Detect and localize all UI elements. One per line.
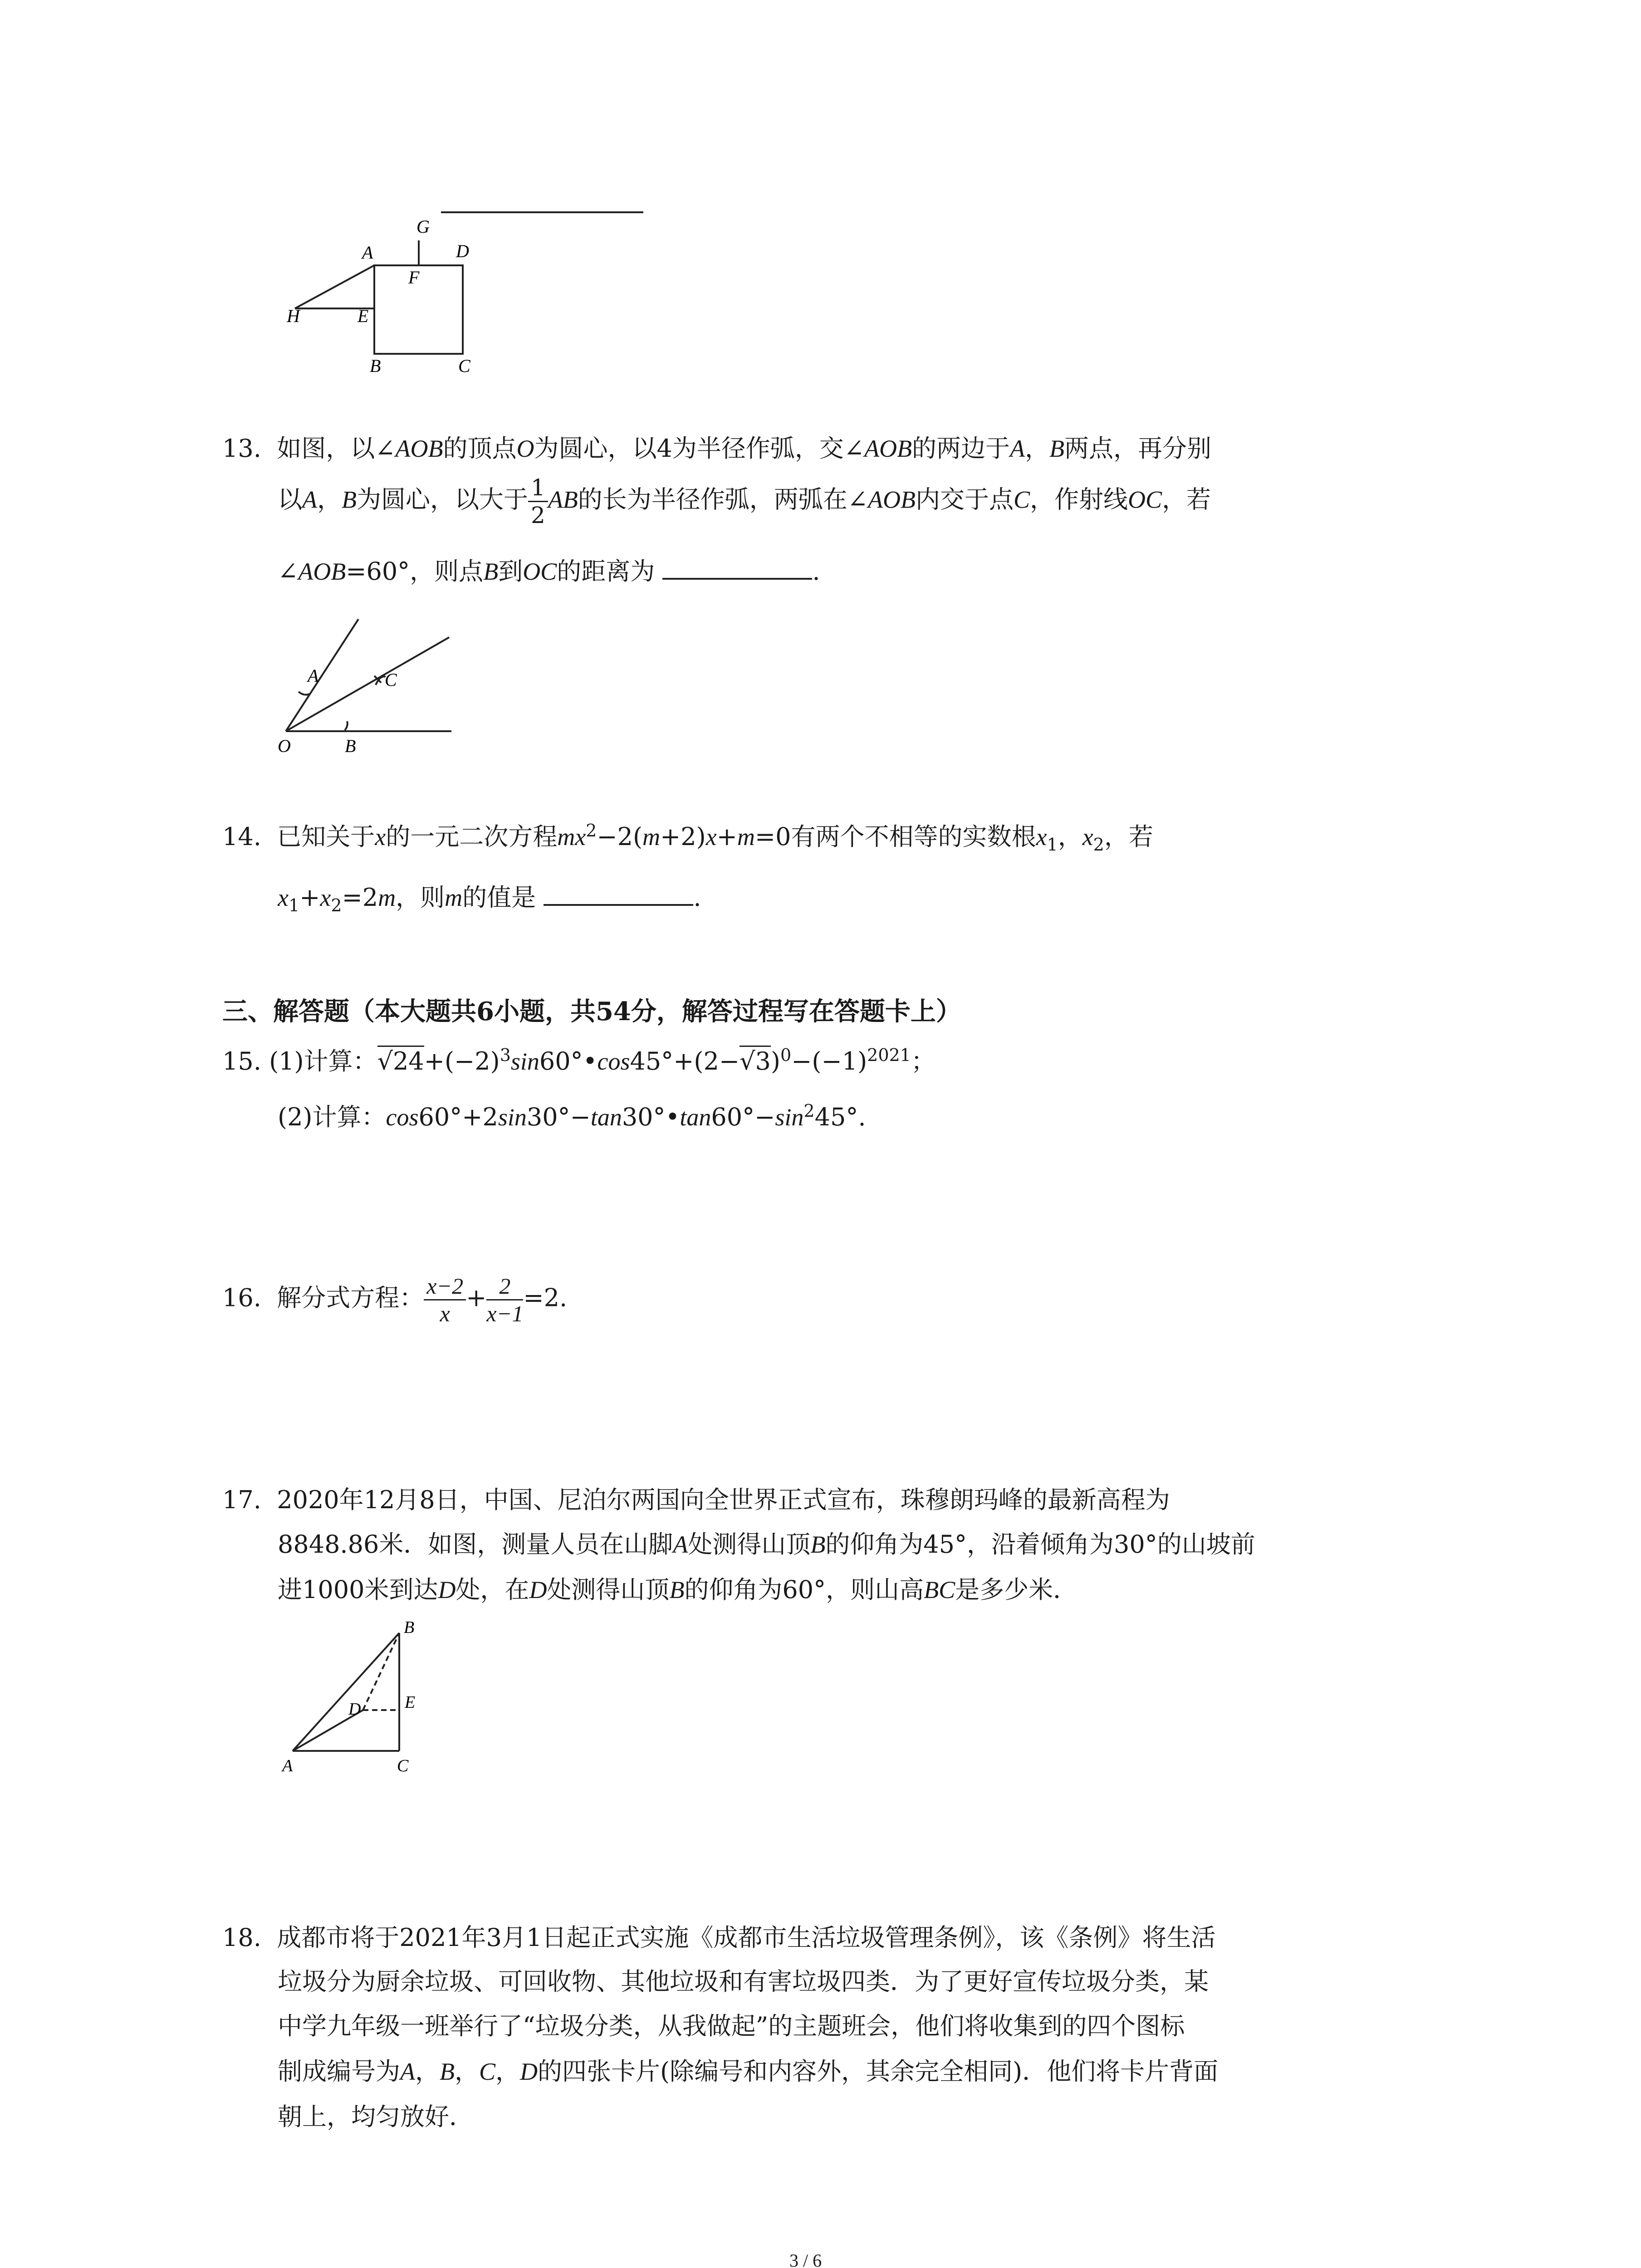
q13-line3: ∠AOB=60°，则点B到OC的距离为 . <box>278 557 820 586</box>
label-B: B <box>370 356 381 376</box>
label-O: O <box>278 736 291 756</box>
label-D: D <box>348 1700 361 1719</box>
label-G: G <box>416 216 430 237</box>
label-A: A <box>282 1756 293 1775</box>
q14-line2: $x_1+x_2=2m$，则m的值是 . <box>278 883 701 915</box>
figure-q13 <box>272 617 463 762</box>
q16: 16. 解分式方程： $\frac{x-2}{x}$ + $\frac{2}{x-1}$ =2. <box>222 1273 568 1326</box>
q13-line1: 13. 如图，以∠AOB的顶点O为圆心，以4为半径作弧，交∠AOB的两边于A，B两点，再分别 <box>222 434 1212 463</box>
q18-line4: 制成编号为A，B，C，D的四张卡片(除编号和内容外，其余完全相同)．他们将卡片背面 <box>278 2057 1219 2086</box>
fraction-1: $\frac{x-2}{x}$ <box>424 1275 466 1325</box>
fraction-half: $\frac{1}{2}$ <box>528 476 548 527</box>
q14-line1: 14. 已知关于x的一元二次方程$mx^2-2(m+2)x+m=0$有两个不相等的实数根$x_1$，$x_2$，若 <box>222 821 1153 855</box>
figure-q12 <box>272 213 508 376</box>
label-C: C <box>458 356 470 376</box>
q17-line3: 进1000米到达D处，在D处测得山顶B的仰角为60°，则山高BC是多少米． <box>278 1575 1078 1604</box>
label-A: A <box>308 665 319 686</box>
label-E: E <box>358 306 369 326</box>
q18-line1: 18. 成都市将于2021年3月1日起正式实施《成都市生活垃圾管理条例》，该《条例》将生活 <box>222 1923 1216 1952</box>
sqrt-3: √3 <box>740 1046 771 1075</box>
q18-line2: 垃圾分为厨余垃圾、可回收物、其他垃圾和有害垃圾四类．为了更好宣传垃圾分类，某 <box>278 1967 1209 1996</box>
q17-line2: 8848.86米．如图，测量人员在山脚A处测得山顶B的仰角为45°，沿着倾角为30°的山坡前 <box>278 1530 1255 1559</box>
label-C: C <box>385 670 397 690</box>
label-A: A <box>362 242 373 263</box>
sqrt-24: √24 <box>377 1046 424 1075</box>
label-D: D <box>456 241 469 261</box>
q14-answer-blank <box>544 901 693 906</box>
label-C: C <box>397 1756 409 1775</box>
label-B: B <box>404 1618 415 1637</box>
q18-line5: 朝上，均匀放好． <box>278 2102 474 2131</box>
figure-q17 <box>272 1615 436 1778</box>
q15-part2: (2)计算：$\cos 60^\circ+2\sin 30^\circ-\tan 30^\circ•\tan 60^\circ-\sin^245^\circ$. <box>278 1101 866 1131</box>
label-F: F <box>408 267 420 288</box>
label-E: E <box>405 1693 416 1712</box>
label-H: H <box>287 306 300 326</box>
q13-line2: 以A，B为圆心，以大于 $\frac{1}{2}$ AB的长为半径作弧，两弧在∠AOB内交于点C，作射线OC，若 <box>278 474 1211 528</box>
q13-answer-blank <box>662 575 812 580</box>
fraction-2: $\frac{2}{x-1}$ <box>486 1273 524 1326</box>
section-heading: 三、解答题（本大题共6小题，共54分，解答过程写在答题卡上） <box>222 997 961 1026</box>
q17-line1: 17. 2020年12月8日，中国、尼泊尔两国向全世界正式宣布，珠穆朗玛峰的最新高程为 <box>222 1486 1170 1514</box>
q15-part1: 15. (1)计算：$√24+(-2)^3\sin 60^\circ•\cos 45^\circ+(2-√3)^0-(-1)^{2021}$； <box>222 1045 936 1075</box>
label-B: B <box>345 736 356 756</box>
page-number: 3 / 6 <box>789 2250 822 2268</box>
q18-line3: 中学九年级一班举行了“垃圾分类，从我做起”的主题班会，他们将收集到的四个图标 <box>278 2012 1185 2040</box>
